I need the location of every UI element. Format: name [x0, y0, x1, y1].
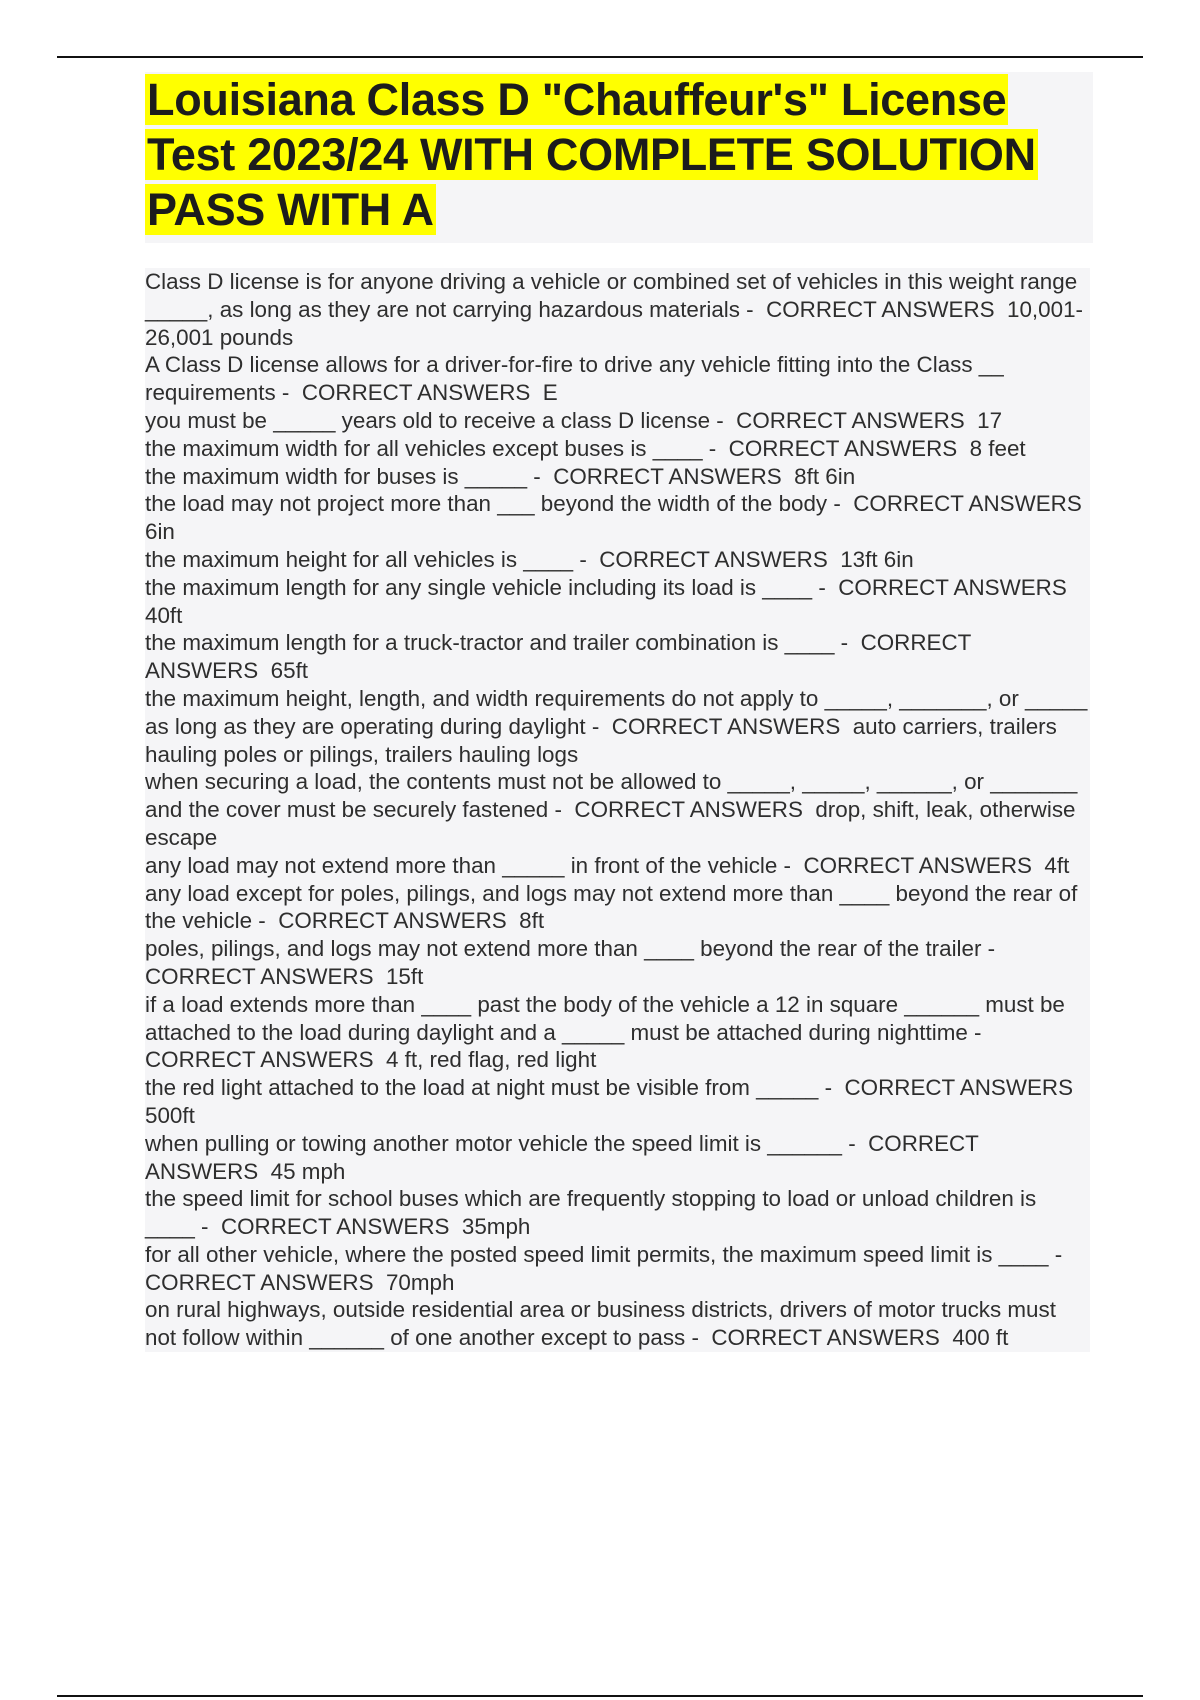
qa-item — [145, 546, 1090, 574]
question-text: the maximum width for buses is _____ - — [145, 463, 541, 489]
qa-item — [145, 407, 1090, 435]
qa-item — [145, 852, 1090, 880]
correct-answers-label: CORRECT ANSWERS — [145, 630, 971, 684]
qa-item — [145, 1296, 1090, 1352]
correct-answers-label: CORRECT ANSWERS — [145, 1130, 979, 1184]
answer-text: 6in — [145, 519, 175, 545]
correct-answers-label: CORRECT ANSWERS — [844, 1075, 1074, 1101]
answer-text: 40ft — [145, 602, 183, 628]
document-title — [145, 72, 1093, 237]
qa-item — [145, 1130, 1090, 1186]
question-text: if a load extends more than ____ past the body of the vehicle a 12 in square ______ must be attached to the load during daylight and a _____ must be attached during nighttime - — [145, 991, 1065, 1045]
question-text: when pulling or towing another motor vehicle the speed limit is ______ - — [145, 1130, 856, 1156]
question-text: the speed limit for school buses which are frequently stopping to load or unload children is ____ - — [145, 1186, 1037, 1240]
qa-item — [145, 685, 1090, 768]
correct-answers-label: CORRECT ANSWERS — [145, 1047, 374, 1073]
question-text: when securing a load, the contents must not be allowed to _____, _____, ______, or _______ and the cover must be securely fastened - — [145, 769, 1078, 823]
answer-text: 8 feet — [969, 435, 1026, 461]
answer-text: drop, shift, leak, otherwise escape — [145, 797, 1076, 850]
correct-answers-label: CORRECT ANSWERS — [766, 296, 995, 322]
answer-text: 4 ft, red flag, red light — [385, 1047, 597, 1073]
question-text: any load except for poles, pilings, and logs may not extend more than ____ beyond the rear of the vehicle - — [145, 880, 1078, 934]
bottom-rule — [57, 1695, 1143, 1697]
answer-text: 15ft — [385, 963, 424, 989]
qa-item — [145, 1074, 1090, 1130]
question-text: the maximum width for all vehicles except buses is ____ - — [145, 435, 717, 461]
correct-answers-label: CORRECT ANSWERS — [301, 380, 531, 406]
question-text: poles, pilings, and logs may not extend more than ____ beyond the rear of the trailer - — [145, 936, 996, 962]
question-text: the load may not project more than ___ beyond the width of the body - — [145, 491, 841, 517]
qa-item — [145, 574, 1090, 630]
question-text: the maximum height for all vehicles is ____ - — [145, 546, 587, 572]
answer-text: 8ft — [519, 908, 545, 934]
answer-text: 500ft — [145, 1102, 195, 1128]
question-text: the red light attached to the load at night must be visible from _____ - — [145, 1075, 833, 1101]
title-block — [145, 72, 1093, 243]
question-text: Class D license is for anyone driving a vehicle or combined set of vehicles in this weight range _____, as long as they are not carrying hazardous materials - — [145, 269, 1078, 322]
answer-text: E — [542, 380, 558, 406]
qa-item — [145, 490, 1090, 546]
correct-answers-label: CORRECT ANSWERS — [220, 1214, 450, 1240]
correct-answers-label: CORRECT ANSWERS — [838, 574, 1067, 600]
document-page — [145, 72, 1093, 1352]
answer-text: 17 — [977, 407, 1003, 433]
qa-item — [145, 351, 1090, 407]
question-text: the maximum length for a truck-tractor and trailer combination is ____ - — [145, 630, 849, 656]
qa-item — [145, 935, 1090, 991]
question-text: any load may not extend more than _____ in front of the vehicle - — [145, 852, 791, 878]
qa-item — [145, 268, 1090, 351]
correct-answers-label: CORRECT ANSWERS — [278, 908, 507, 934]
answer-text: 70mph — [385, 1269, 455, 1295]
correct-answers-label: CORRECT ANSWERS — [736, 407, 965, 433]
qa-item — [145, 768, 1090, 851]
correct-answers-label: CORRECT ANSWERS — [145, 963, 374, 989]
correct-answers-label: CORRECT ANSWERS — [611, 713, 841, 739]
qa-item — [145, 629, 1090, 685]
question-answer-list — [145, 268, 1093, 1352]
correct-answers-label: CORRECT ANSWERS — [728, 435, 958, 461]
correct-answers-label: CORRECT ANSWERS — [599, 546, 828, 572]
correct-answers-label: CORRECT ANSWERS — [711, 1325, 940, 1351]
title-highlight: Louisiana Class D "Chauffeur's" License Test 2023/24 WITH COMPLETE SOLUTION PASS WITH A — [147, 74, 1036, 235]
question-text: on rural highways, outside residential area or business districts, drivers of motor trucks must not follow within ______ of one another except to pass - — [145, 1297, 1056, 1351]
question-text: A Class D license allows for a driver-for-fire to drive any vehicle fitting into the Class __ requirements - — [145, 352, 1004, 406]
correct-answers-label: CORRECT ANSWERS — [853, 491, 1082, 517]
question-text: for all other vehicle, where the posted speed limit permits, the maximum speed limit is ____ - — [145, 1241, 1063, 1267]
answer-text: 400 ft — [952, 1325, 1009, 1351]
answer-text: 35mph — [461, 1214, 531, 1240]
answer-text: 8ft 6in — [794, 463, 856, 489]
correct-answers-label: CORRECT ANSWERS — [803, 852, 1032, 878]
qa-item — [145, 991, 1090, 1074]
qa-item — [145, 1185, 1090, 1241]
answer-text: 13ft 6in — [840, 546, 914, 572]
answer-text: auto carriers, trailers hauling poles or pilings, trailers hauling logs — [145, 713, 1057, 767]
top-rule — [57, 56, 1143, 58]
answer-text: 10,001-26,001 pounds — [145, 296, 1083, 350]
correct-answers-label: CORRECT ANSWERS — [553, 463, 782, 489]
answer-text: 65ft — [270, 658, 309, 684]
answer-text: 4ft — [1044, 852, 1070, 878]
correct-answers-label: CORRECT ANSWERS — [574, 797, 803, 823]
correct-answers-label: CORRECT ANSWERS — [145, 1269, 374, 1295]
question-text: the maximum height, length, and width requirements do not apply to _____, _______, or _____ as long as they are operating during daylight - — [145, 685, 1088, 739]
qa-item — [145, 435, 1090, 463]
answer-text: 45 mph — [270, 1158, 346, 1184]
qa-item — [145, 880, 1090, 936]
qa-item — [145, 1241, 1090, 1297]
question-text: the maximum length for any single vehicle including its load is ____ - — [145, 574, 826, 600]
qa-item — [145, 463, 1090, 491]
question-text: you must be _____ years old to receive a class D license - — [145, 407, 724, 433]
